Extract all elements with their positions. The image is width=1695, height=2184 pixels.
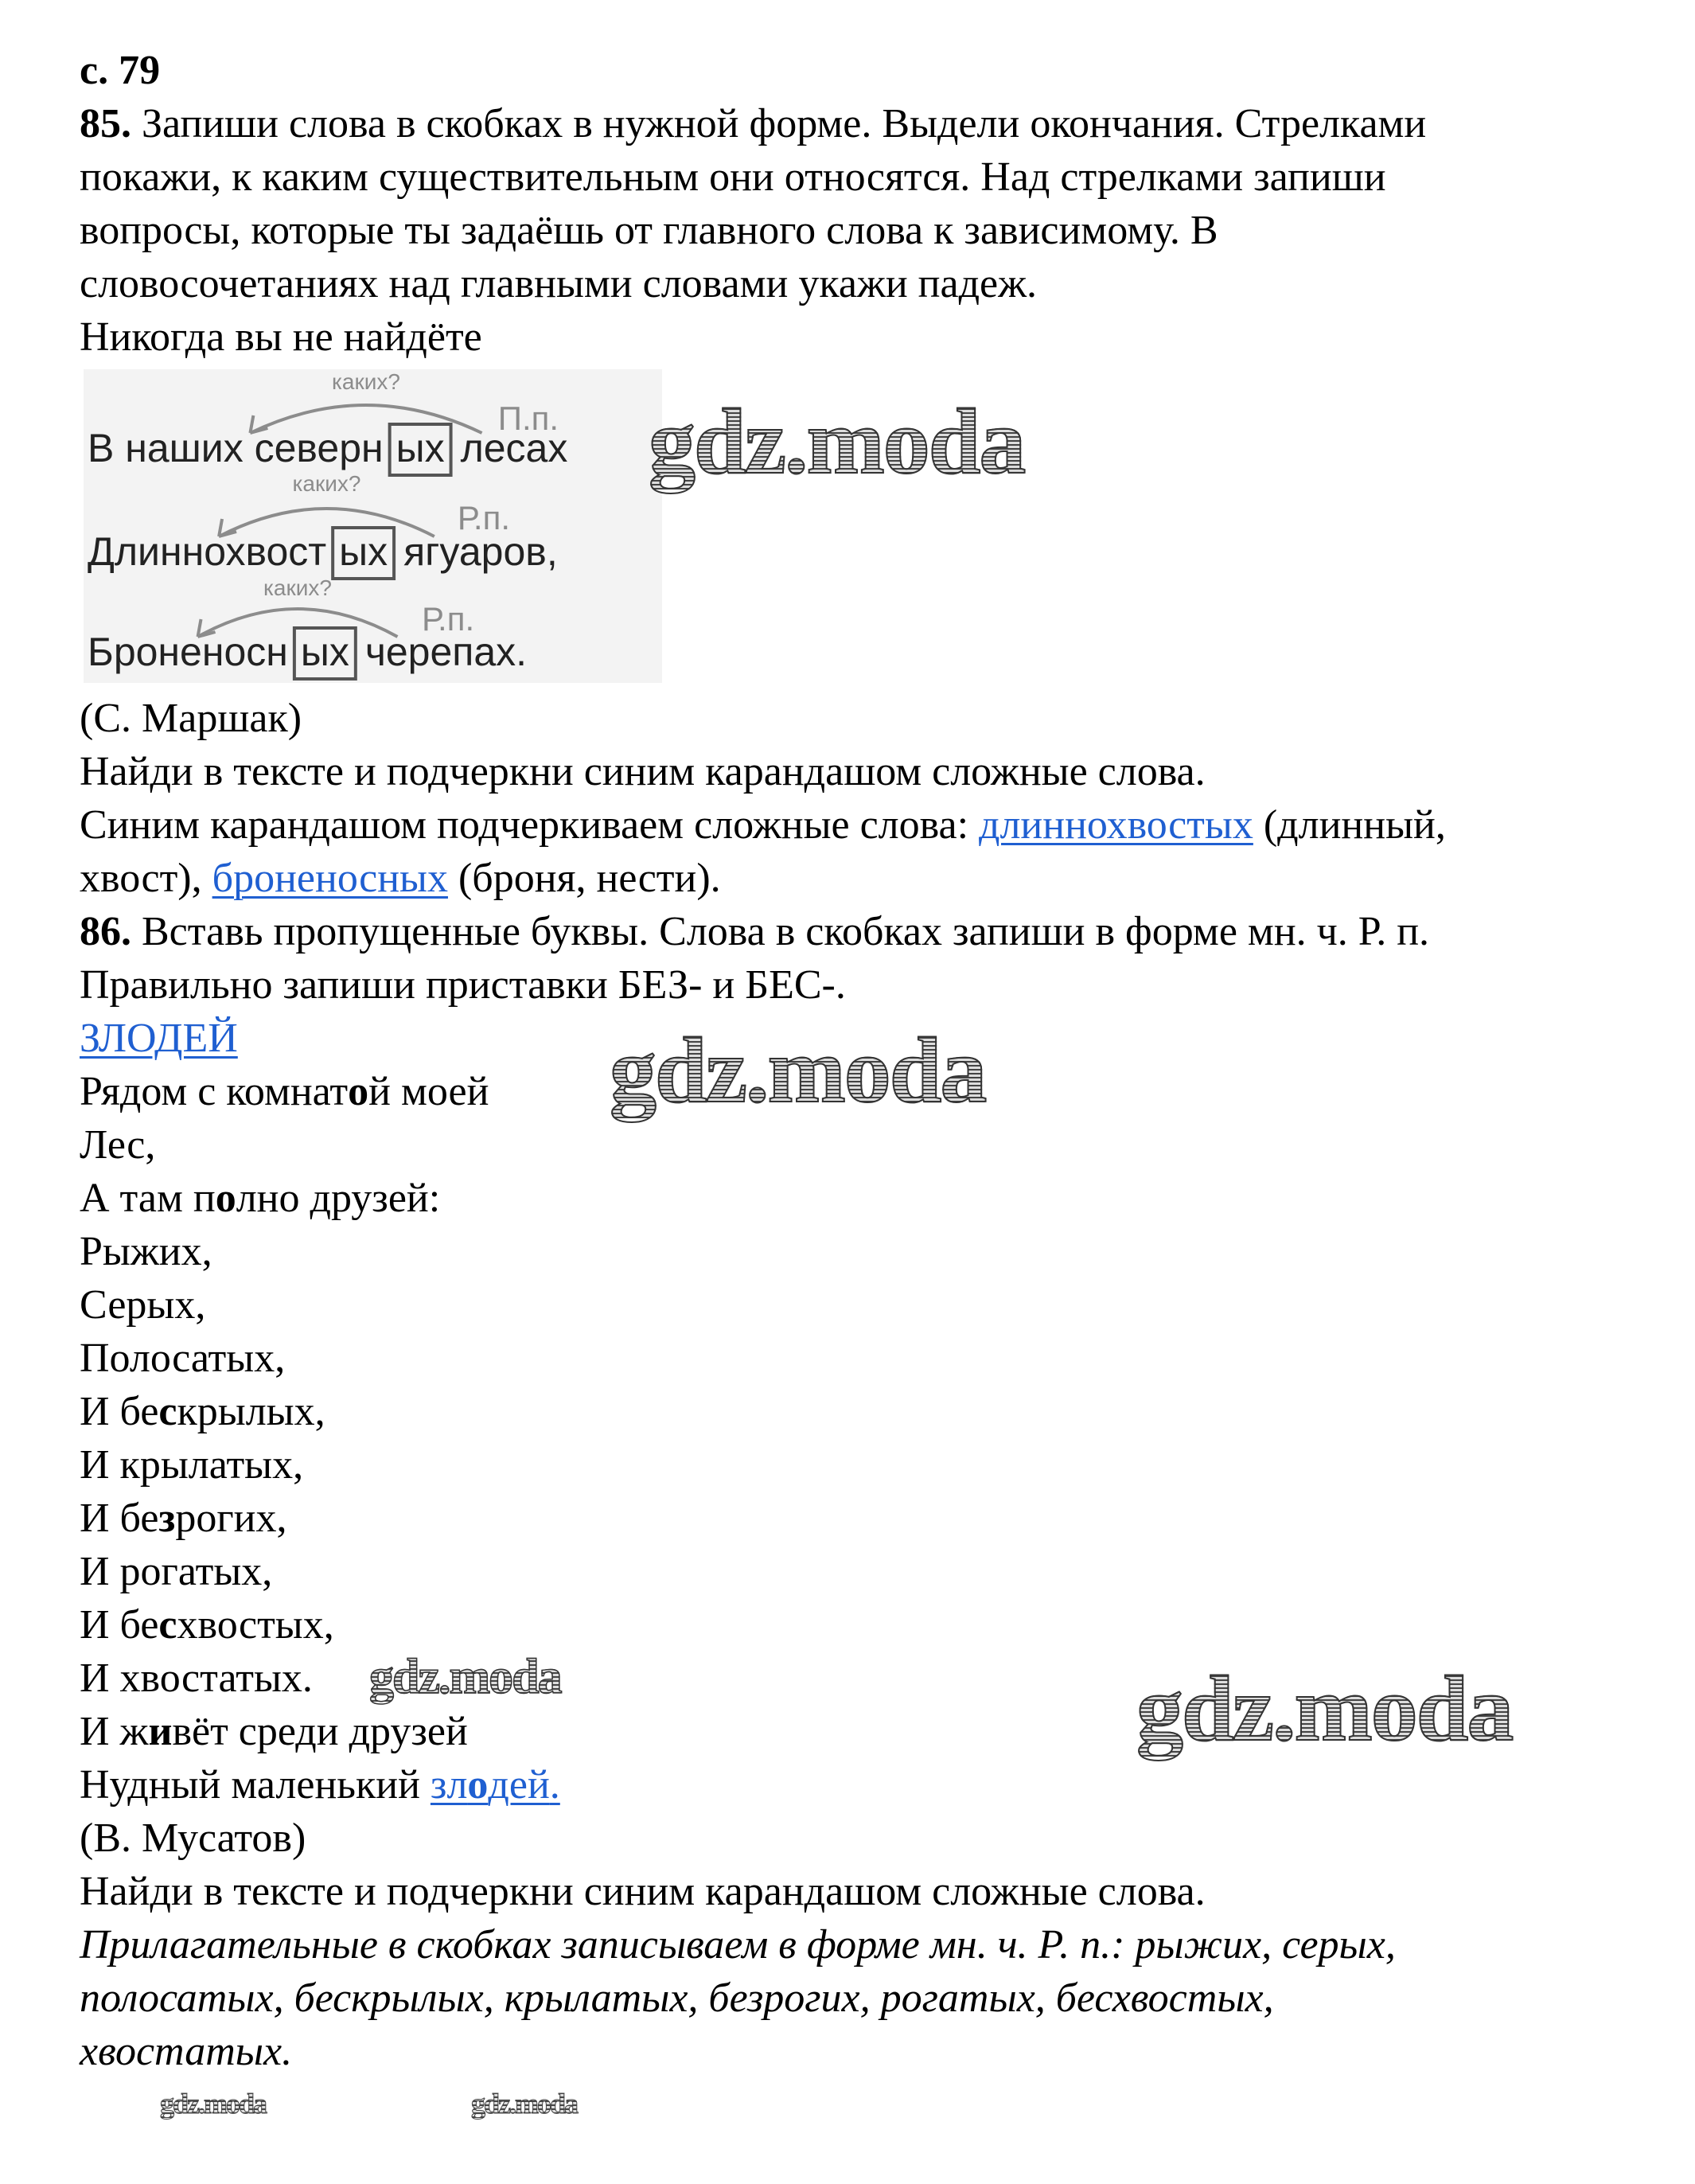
text-segment: Прилагательные в скобках записываем в форме мн. ч. Р. п.: рыжих, серых, [80,1922,1396,1968]
text-segment: хвост), [80,856,212,901]
watermark-logo: gdz.moda [610,1018,986,1122]
text-segment: Полосатых, [80,1336,286,1381]
noun-text: ягуаров, [403,529,558,574]
question-label: каких? [332,369,400,394]
ending-text: ых [300,630,349,674]
bold-text: з [158,1496,176,1541]
text-line [80,745,1446,798]
text-segment: И рогатых, [80,1549,273,1594]
case-label: Р.п. [421,600,475,638]
text-segment: (длинный, [1253,802,1446,848]
watermark-logo: gdz.moda [369,1650,561,1704]
bold-text: о [215,1176,236,1221]
text-segment: (С. Маршак) [80,696,302,741]
word-combination-diagram [0,0,1695,716]
text-segment: Лес, [80,1122,156,1168]
underlined-word-link[interactable]: длиннохвостых [979,802,1253,848]
text-segment: И бе [80,1602,159,1648]
text-segment: й моей [368,1069,489,1114]
case-label: П.п. [497,400,559,437]
text-segment: И хвостатых. [80,1656,313,1701]
noun-text: черепах. [364,630,528,674]
text-segment: Запиши слова в скобках в нужной форме. Выдели окончания. Стрелками [131,101,1427,146]
text-segment: Нудный маленький [80,1762,431,1808]
text-segment: крылых, [177,1389,325,1434]
text-line [80,958,1446,1012]
underlined-word-link[interactable]: зл [430,1762,468,1808]
text-line [80,692,1446,745]
text-segment: И бе [80,1496,159,1541]
text-segment: И крылатых, [80,1442,304,1488]
text-line [80,1812,1446,1865]
text-segment: хвостатых. [80,2029,293,2074]
text-segment: Вставь пропущенные буквы. Слова в скобках запиши в форме мн. ч. Р. п. [131,909,1430,954]
question-label: каких? [292,471,361,496]
bold-text: 86. [80,909,131,954]
question-label: каких? [263,575,332,600]
ending-text: ых [396,426,445,470]
bold-text: о [348,1069,369,1114]
task-86-text [80,692,1446,2078]
text-line [80,1278,1446,1332]
stem-text: Длиннохвост [88,529,327,574]
text-segment: словосочетаниях над главными словами укажи падеж. [80,261,1038,306]
text-line [80,1758,1446,1812]
text-line [80,1332,1446,1385]
text-line [80,1385,1446,1438]
text-segment: Рыжих, [80,1229,212,1274]
underlined-word-link[interactable]: дей [488,1762,550,1808]
text-segment: Синим карандашом подчеркиваем сложные слова: [80,802,980,848]
text-segment: Найди в тексте и подчеркни синим карандашом сложные слова. [80,749,1206,794]
watermark-logo: gdz.moda [649,389,1025,493]
text-line [80,1118,1446,1172]
text-line [80,1545,1446,1598]
text-line [80,798,1446,852]
text-line [80,1172,1446,1225]
text-segment: И ж [80,1709,149,1754]
text-line [80,1918,1446,1971]
bold-text: 85. [80,101,131,146]
text-segment: полосатых, бескрылых, крылатых, безрогих, рогатых, бесхвостых, [80,1975,1274,2021]
text-segment: вёт среди друзей [172,1709,468,1754]
text-segment: Серых, [80,1282,206,1328]
text-line [80,905,1446,958]
text-segment: вопросы, которые ты задаёшь от главного слова к зависимому. В [80,208,1218,253]
text-segment: лно друзей: [236,1176,441,1221]
text-segment: Никогда вы не найдёте [80,314,482,360]
text-line [80,1971,1446,2025]
stem-text: Броненосн [88,630,288,674]
bold-text: с [158,1389,177,1434]
watermark-logo: gdz.moda [471,2088,578,2120]
text-segment: Правильно запиши приставки БЕЗ- и БЕС-. [80,962,846,1008]
watermark-logo: gdz.moda [1136,1656,1513,1761]
underlined-word-link[interactable]: броненосных [212,856,448,901]
text-line [80,852,1446,905]
text-line [80,1438,1446,1492]
text-line [80,1225,1446,1278]
underlined-word-link[interactable]: ЗЛОДЕЙ [80,1016,238,1061]
case-label: Р.п. [457,499,511,536]
ending-text: ых [339,529,388,574]
bold-text: с [158,1602,177,1648]
text-line [80,2025,1446,2078]
underlined-word-link[interactable]: о [467,1762,489,1808]
watermark-logo: gdz.moda [160,2088,267,2120]
text-line [80,1492,1446,1545]
bold-text: с. 79 [80,48,161,93]
text-segment: (В. Мусатов) [80,1815,306,1861]
text-line [80,1865,1446,1918]
underlined-word-link[interactable]: . [549,1762,560,1808]
text-segment: хвостых, [177,1602,334,1648]
text-line [80,1598,1446,1652]
text-segment: А там п [80,1176,216,1221]
bold-text: и [148,1709,173,1754]
text-segment: Найди в тексте и подчеркни синим карандашом сложные слова. [80,1869,1206,1914]
text-segment: (броня, нести). [447,856,721,901]
text-segment: Рядом с комнат [80,1069,349,1114]
text-segment: рогих, [175,1496,287,1541]
noun-text: лесах [460,426,568,470]
stem-text: В наших северн [88,426,384,470]
text-segment: покажи, к каким существительным они относятся. Над стрелками запиши [80,154,1386,200]
text-segment: И бе [80,1389,159,1434]
